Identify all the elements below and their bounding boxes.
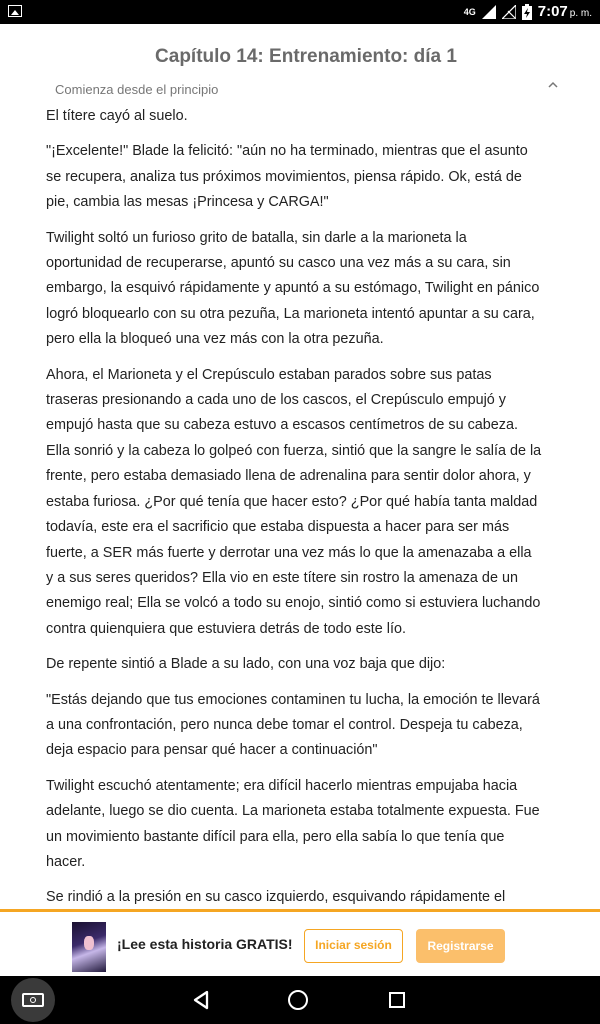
- no-signal-icon: [502, 5, 516, 19]
- story-paragraph: "Estás dejando que tus emociones contaminen tu lucha, la emoción te llevará a una confrontación, pero nunca debe tomar el control. Despeja tu cabeza, deja espacio para pensar qué hacer a continuación": [46, 691, 540, 759]
- back-icon[interactable]: [192, 990, 210, 1010]
- story-paragraph: El títere cayó al suelo.: [46, 108, 188, 124]
- story-paragraph: Twilight escuchó atentamente; era difícil hacerlo mientras empujaba hacia adelante, luego se dio cuenta. La marioneta estaba totalmente expuesta. Fue un movimiento bastante difícil para ella, pero ella sabía lo que tenía que hacer.: [46, 777, 540, 870]
- story-paragraph: "¡Excelente!" Blade la felicitó: "aún no ha terminado, mientras que el asunto se recupera, analiza tus próximos movimientos, piensa rápido. Ok, está de pie, cambia las mesas ¡Princesa y CARGA!": [46, 143, 528, 211]
- network-type: 4G: [463, 6, 476, 17]
- story-paragraph: De repente sintió a Blade a su lado, con una voz baja que dijo:: [46, 656, 446, 673]
- battery-charging-icon: [522, 4, 532, 20]
- story-paragraph: Se rindió a la presión en su casco izquierdo, esquivando rápidamente el: [46, 889, 506, 906]
- promo-text: ¡Lee esta historia GRATIS!: [117, 936, 293, 952]
- story-paragraph: Twilight soltó un furioso grito de batalla, sin darle a la marioneta la oportunidad de recuperarse, apuntó su casco una vez más a su cara, sin embargo, la esquivó rápidamente y apuntó a su estómago, Twilight en pánico logró bloquearlo con su otra pezuña, La marioneta intentó apuntar a su cara, pero ella la bloqueó una vez más con la otra pezuña.: [46, 229, 540, 348]
- screenshot-icon: [22, 993, 44, 1007]
- status-icons: [464, 3, 592, 20]
- story-text: [46, 104, 542, 909]
- login-button[interactable]: Iniciar sesión: [304, 929, 403, 963]
- status-bar: [0, 0, 600, 24]
- image-notification-icon: [8, 5, 22, 17]
- register-button[interactable]: Registrarse: [416, 929, 505, 963]
- home-icon[interactable]: [288, 990, 308, 1010]
- story-cover-thumbnail: [72, 922, 106, 972]
- start-from-beginning-link[interactable]: Comienza desde el principio: [55, 82, 219, 97]
- story-paragraph: Ahora, el Marioneta y el Crepúsculo estaban parados sobre sus patas traseras presionando a cada uno de los cascos, el Crepúsculo empujó y empujó hasta que su cabeza estuvo a escasos centímetros de su cabeza. Ella sonrió y la cabeza lo golpeó con fuerza, sintió que la sangre le salía de la frente, pero estaba demasiado llena de adrenalina para sentir dolor ahora, y estaba furiosa. ¿Por qué tenía que hacer esto? ¿Por qué había tanta maldad todavía, este era el sacrificio que estaba dispuesta a hacer para ser más fuerte, a SER más fuerte y derrotar una vez más lo que la amenazaba a ella y a sus seres queridos? Ella vio en este títere sin rostro la amenaza de un enemigo real; Ella se volcó a todo su enojo, sintió como si estuviera luchando contra quienquiera que estuviera detrás de todo este lío.: [46, 366, 542, 637]
- chapter-title: Capítulo 14: Entrenamiento: día 1: [155, 46, 457, 67]
- clock-time: 7:07: [537, 3, 568, 20]
- navigation-bar: [0, 976, 600, 1024]
- screenshot-button[interactable]: [11, 978, 55, 1022]
- signal-icon: [482, 5, 496, 19]
- signup-banner: [0, 909, 600, 976]
- recents-icon[interactable]: [389, 992, 405, 1008]
- clock-ampm: p. m.: [569, 8, 592, 19]
- chevron-up-icon[interactable]: [546, 80, 560, 90]
